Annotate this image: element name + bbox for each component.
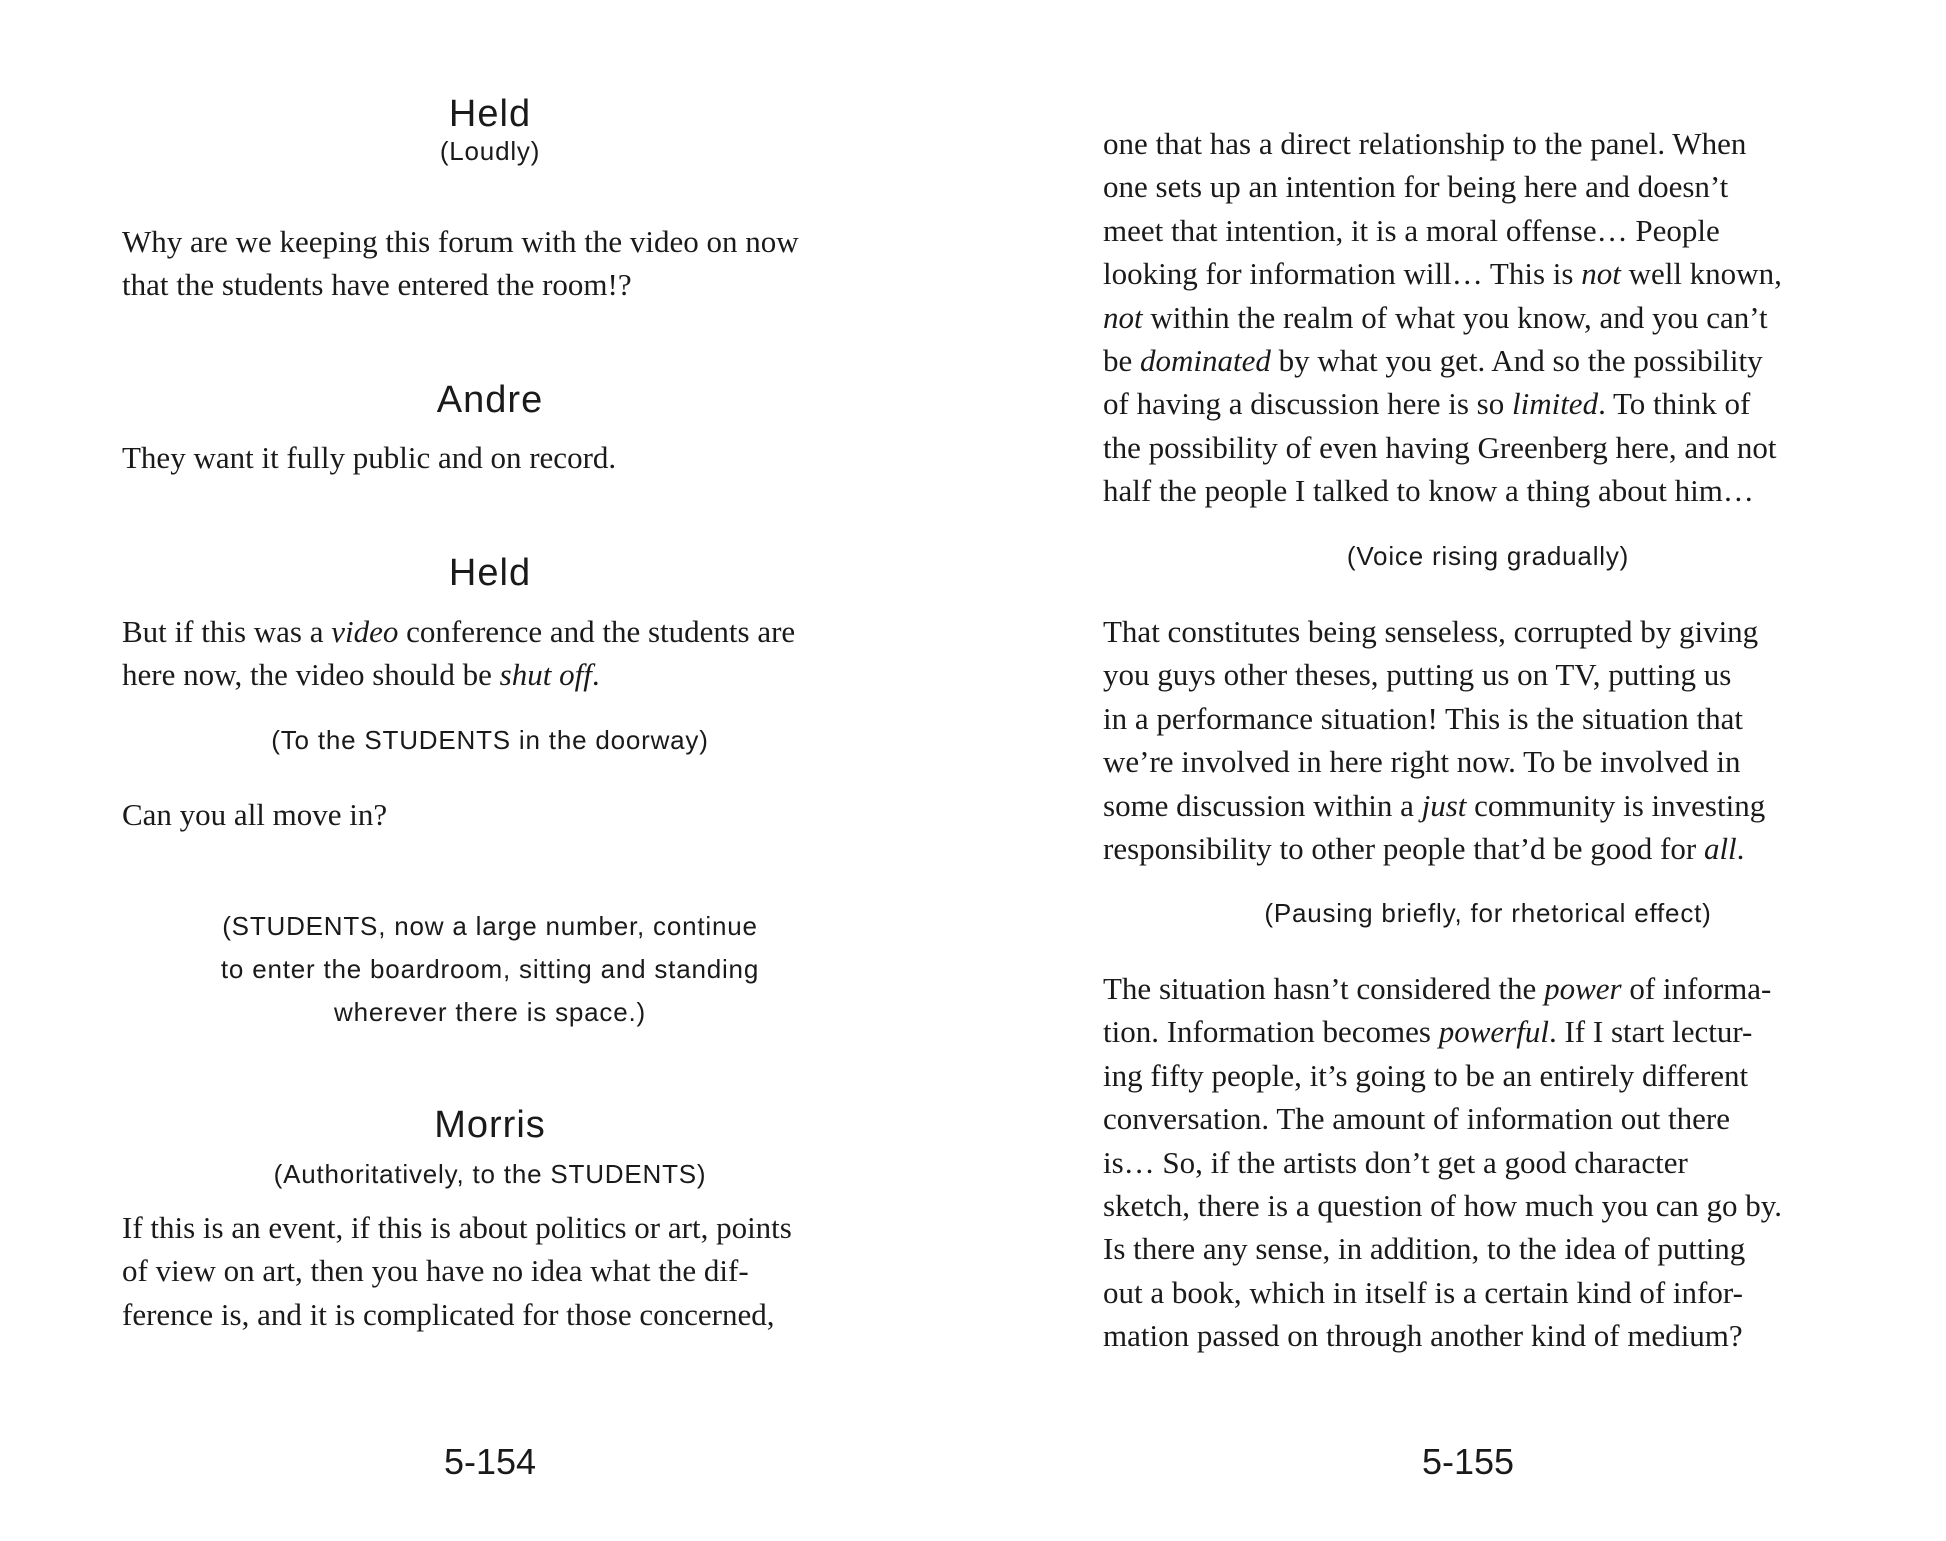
text-line: Why are we keeping this forum with the video on now <box>122 224 799 259</box>
text-line: Is there any sense, in addition, to the idea of putting <box>1103 1231 1746 1267</box>
stage-direction: (Authoritatively, to the STUDENTS) <box>273 1159 707 1189</box>
text-line: the possibility of even having Greenberg here, and not <box>1103 429 1777 465</box>
page-number: 5-155 <box>1421 1441 1515 1482</box>
text-line: here now, the video should be shut off. <box>122 657 600 693</box>
italic-emphasis: shut off <box>499 657 592 693</box>
text-line: to enter the boardroom, sitting and standing <box>220 954 760 984</box>
text-line: in a performance situation! This is the situation that <box>1103 700 1743 736</box>
text-line: is… So, if the artists don’t get a good character <box>1103 1144 1688 1180</box>
speaker-name: Morris <box>434 1104 546 1146</box>
text-line: responsibility to other people that’d be good for all. <box>1103 831 1745 867</box>
text-line: ference is, and it is complicated for those concerned, <box>122 1296 775 1332</box>
text-line: half the people I talked to know a thing about him… <box>1103 473 1754 509</box>
text-line: we’re involved in here right now. To be involved in <box>1103 744 1741 780</box>
dialogue-paragraph <box>1103 967 1782 1358</box>
text-line: that the students have entered the room!? <box>122 267 632 303</box>
text-line: sketch, there is a question of how much you can go by. <box>1103 1188 1782 1224</box>
text-line: looking for information will… This is not well known, <box>1103 256 1782 292</box>
stage-direction: (Voice rising gradually) <box>1346 541 1630 571</box>
italic-emphasis: not <box>1581 256 1621 292</box>
text-line: conversation. The amount of information out there <box>1103 1101 1731 1137</box>
text-line: They want it fully public and on record. <box>122 440 617 475</box>
speaker-name: Held <box>448 552 532 594</box>
dialogue-paragraph <box>1103 122 1782 513</box>
text-line: If this is an event, if this is about politics or art, points <box>122 1210 792 1245</box>
italic-emphasis: dominated <box>1140 343 1271 379</box>
text-line: tion. Information becomes powerful. If I start lectur- <box>1103 1014 1753 1050</box>
text-line: The situation hasn’t considered the power of informa- <box>1103 971 1772 1006</box>
page-number: 5-154 <box>443 1441 537 1482</box>
text-line: out a book, which in itself is a certain kind of infor- <box>1103 1274 1743 1310</box>
text-line: meet that intention, it is a moral offense… People <box>1103 212 1720 248</box>
speaker-name: Andre <box>436 379 544 421</box>
text-line: But if this was a video conference and the students are <box>122 614 796 649</box>
stage-direction: (Loudly) <box>439 136 541 166</box>
text-line: That constitutes being senseless, corrupted by giving <box>1103 614 1759 649</box>
speaker-name: Held <box>448 93 532 135</box>
text-line: ing fifty people, it’s going to be an entirely different <box>1103 1057 1749 1093</box>
italic-emphasis: video <box>331 614 399 649</box>
stage-direction: (Pausing briefly, for rhetorical effect) <box>1264 898 1712 928</box>
text-line: of view on art, then you have no idea what the dif- <box>122 1253 749 1289</box>
text-line: not within the realm of what you know, and you can’t <box>1103 299 1768 335</box>
dialogue-paragraph <box>122 793 387 836</box>
dialogue-paragraph <box>1103 610 1765 870</box>
italic-emphasis: all <box>1703 831 1737 867</box>
text-line: one sets up an intention for being here and doesn’t <box>1103 169 1729 205</box>
italic-emphasis: just <box>1421 787 1467 823</box>
dialogue-paragraph <box>122 436 616 479</box>
dialogue-paragraph <box>122 220 799 307</box>
text-line: you guys other theses, putting us on TV, putting us <box>1103 657 1732 693</box>
text-line: be dominated by what you get. And so the possibility <box>1103 343 1763 379</box>
italic-emphasis: power <box>1544 971 1622 1006</box>
text-line: Can you all move in? <box>122 797 388 832</box>
italic-emphasis: powerful <box>1438 1014 1549 1050</box>
right-page <box>973 0 1946 1541</box>
stage-direction: (To the STUDENTS in the doorway) <box>271 725 709 755</box>
text-line: mation passed on through another kind of medium? <box>1103 1318 1743 1354</box>
dialogue-paragraph <box>122 610 795 697</box>
italic-emphasis: limited <box>1511 386 1599 422</box>
dialogue-paragraph <box>122 1206 792 1336</box>
text-line: of having a discussion here is so limited. To think of <box>1103 386 1751 422</box>
text-line: (STUDENTS, now a large number, continue <box>222 911 758 941</box>
italic-emphasis: not <box>1103 299 1143 335</box>
stage-direction-block <box>140 905 840 1034</box>
text-line: one that has a direct relationship to the panel. When <box>1103 126 1747 161</box>
text-line: some discussion within a just community is investing <box>1103 787 1766 823</box>
text-line: wherever there is space.) <box>334 997 646 1027</box>
